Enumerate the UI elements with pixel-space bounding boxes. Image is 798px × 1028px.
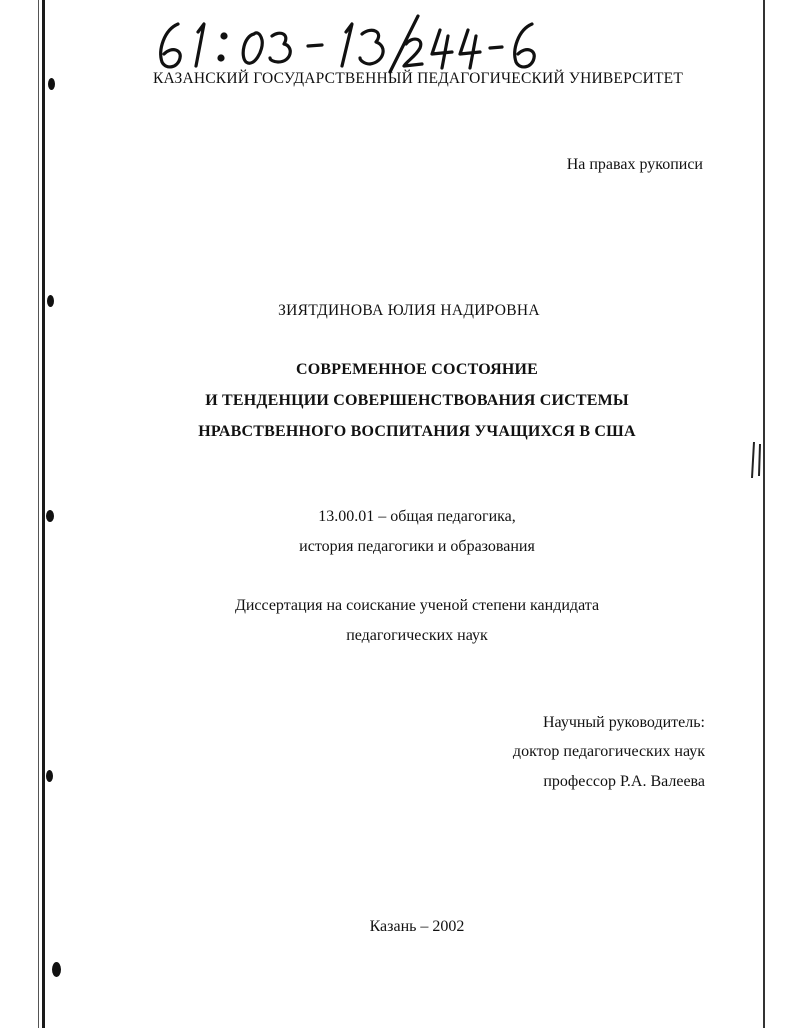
dissertation-degree-line: педагогических наук (346, 627, 488, 644)
title-line: НРАВСТВЕННОГО ВОСПИТАНИЯ УЧАЩИХСЯ В США (198, 423, 636, 440)
advisor-label: Научный руководитель: (542, 714, 705, 731)
title-line: И ТЕНДЕНЦИИ СОВЕРШЕНСТВОВАНИЯ СИСТЕМЫ (205, 392, 629, 409)
advisor-name: профессор Р.А. Валеева (543, 773, 705, 790)
specialty-line: 13.00.01 – общая педагогика, (318, 508, 516, 525)
dissertation-degree-line: Диссертация на соискание ученой степени кандидата (234, 597, 600, 614)
scan-stray-mark (750, 440, 764, 480)
manuscript-rights-note: На правах рукописи (566, 156, 703, 173)
specialty-line: история педагогики и образования (299, 538, 535, 555)
university-name: КАЗАНСКИЙ ГОСУДАРСТВЕННЫЙ ПЕДАГОГИЧЕСКИЙ УНИВЕРСИТЕТ (152, 70, 684, 87)
advisor-degree: доктор педагогических наук (512, 743, 705, 760)
author-name: ЗИЯТДИНОВА ЮЛИЯ НАДИРОВНА (278, 302, 540, 319)
title-line: СОВРЕМЕННОЕ СОСТОЯНИЕ (295, 361, 539, 378)
punch-hole-mark (46, 770, 53, 782)
city-year: Казань – 2002 (369, 918, 465, 935)
punch-hole-mark (48, 78, 55, 90)
punch-hole-mark (52, 962, 61, 977)
